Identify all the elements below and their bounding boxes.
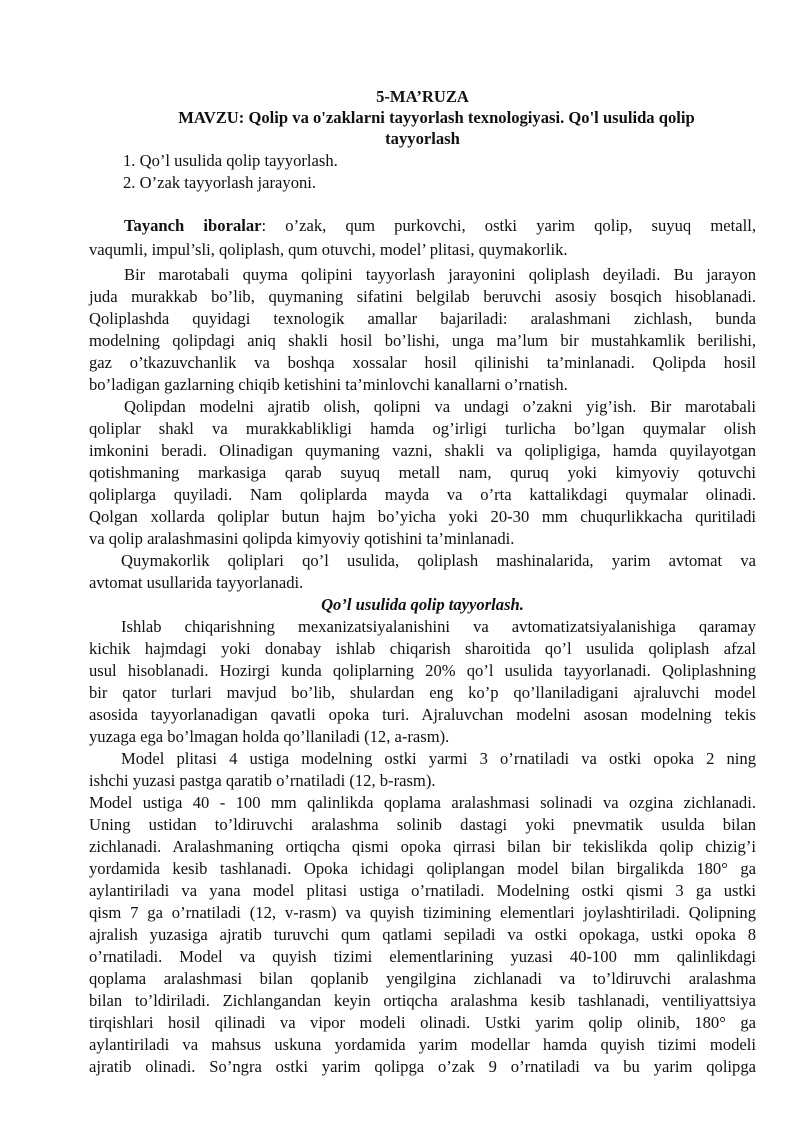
plan-item-2: 2. O’zak tayyorlash jarayoni. [123, 173, 317, 192]
para2-line-5: qoliplarga quyiladi. Nam qoliplarda mayda va o’rta kattalikdagi quymalar olinadi. [89, 485, 756, 504]
keywords-text-1: : o’zak, qum purkovchi, ostki yarim qolip, suyuq metall, [261, 216, 756, 235]
para3-line-2: avtomat usullarida tayyorlanadi. [89, 573, 304, 592]
para6-line-12: aylantiriladi va mahsus uskuna yordamida yarim modellar hamda quyish tizimi modeli [89, 1035, 756, 1054]
para6-line-1: Model ustiga 40 - 100 mm qalinlikda qoplama aralashmasi solinadi va ozgina zichlanadi. [89, 793, 756, 812]
para6-line-3: zichlanadi. Aralashmaning ortiqcha qismi opoka qirrasi bilan bir tekislikda qolip chizig’i [89, 837, 756, 856]
para1-line-2: juda murakkab bo’lib, quymaning sifatini belgilab beruvchi asosiy bosqich hisoblanadi. [89, 287, 756, 306]
para2-line-7: va qolip aralashmasini qolipda kimyoviy qotishini ta’minlanadi. [89, 529, 515, 548]
para6-line-6: qism 7 ga o’rnatiladi (12, v-rasm) va quyish tizimining elementlari joylashtiriladi. Qolipning [89, 903, 756, 922]
para6-line-8: o’rnatiladi. Model va quyish tizimi elementlarining yuzasi 40-100 mm qalinlikdagi [89, 947, 756, 966]
para4-line-2: kichik hajmdagi yoki donabay ishlab chiqarish sharoitida qo’l usulida qoliplash afzal [89, 639, 756, 658]
para2-line-4: qotishmaning markasiga qarab suyuq metall nam, quruq yoki kimyoviy qotuvchi [89, 463, 756, 482]
para1-line-3: Qoliplashda quyidagi texnologik amallar bajariladi: aralashmani zichlash, bunda [89, 309, 756, 328]
para3-line-1: Quymakorlik qoliplari qo’l usulida, qoliplash mashinalarida, yarim avtomat va [121, 551, 756, 570]
para2-line-2: qoliplar shakl va murakkablikligi hamda og’irligi turlicha bo’lgan quymalar olish [89, 419, 756, 438]
para1-line-5: gaz o’tkazuvchanlik va boshqa xossalar hosil qilinishi ta’minlanadi. Qolipda hosil [89, 353, 756, 372]
para4-line-3: usul hisoblanadi. Hozirgi kunda qoliplarning 20% qo’l usulida tayyorlanadi. Qoliplashning [89, 661, 756, 680]
topic-title-line-2: tayyorlash [385, 129, 460, 148]
lecture-number: 5-MA’RUZA [376, 87, 469, 106]
para4-line-5: asosida tayyorlanadigan qavatli opoka turi. Ajraluvchan modelni asosan modelning tekis [89, 705, 756, 724]
para6-line-2: Uning ustidan to’ldiruvchi aralashma solinib dastagi yoki pnevmatik usulda bilan [89, 815, 756, 834]
para1-line-1: Bir marotabali quyma qolipini tayyorlash jarayonini qoliplash deyiladi. Bu jarayon [124, 265, 756, 284]
topic-title-line-1: MAVZU: Qolip va o'zaklarni tayyorlash texnologiyasi. Qo'l usulida qolip [178, 108, 695, 127]
para4-line-6: yuzaga ega bo’lmagan holda qo’llaniladi (12, a-rasm). [89, 727, 450, 746]
para1-line-4: modelning qolipdagi aniq shakli hosil bo’lishi, unga ma’lum bir mustahkamlik berilishi, [89, 331, 756, 350]
para2-line-1: Qolipdan modelni ajratib olish, qolipni va undagi o’zakni yig’ish. Bir marotabali [124, 397, 756, 416]
para6-line-11: tirqishlari hosil qilinadi va vipor modeli olinadi. Ustki yarim qolip olinib, 180° ga [89, 1013, 756, 1032]
para6-line-9: qoplama aralashmasi bilan qoplanib yengilgina zichlanadi va to’ldiruvchi aralashma [89, 969, 756, 988]
para6-line-5: aylantiriladi va yana model plitasi ustiga o’rnatiladi. Modelning ostki qismi 3 ga ustki [89, 881, 756, 900]
section-heading: Qo’l usulida qolip tayyorlash. [321, 595, 524, 614]
para5-line-2: ishchi yuzasi pastga qaratib o’rnatiladi (12, b-rasm). [89, 771, 436, 790]
para4-line-1: Ishlab chiqarishning mexanizatsiyalanishini va avtomatizatsiyalanishiga qaramay [121, 617, 756, 636]
para6-line-13: ajratib olinadi. So’ngra ostki yarim qolipga o’zak 9 o’rnatiladi va bu yarim qolipga [89, 1057, 756, 1076]
plan-item-1: 1. Qo’l usulida qolip tayyorlash. [123, 151, 338, 170]
para2-line-3: imkonini beradi. Olinadigan quymaning vazni, shakli va qolipligiga, hamda quyilayotgan [89, 441, 756, 460]
para6-line-7: ajralish yuzasiga ajratib turuvchi qum qatlami sepiladi va ostki opokaga, ustki opoka 8 [89, 925, 756, 944]
keywords-label: Tayanch iboralar [124, 216, 262, 235]
para4-line-4: bir qator turlari mavjud bo’lib, shulardan eng ko’p qo’llaniladigani ajraluvchi model [89, 683, 756, 702]
para6-line-10: bilan to’ldiriladi. Zichlangandan keyin ortiqcha aralashma kesib tashlanadi, ventiliyattsiya [89, 991, 756, 1010]
para6-line-4: yordamida kesib tashlanadi. Opoka ichidagi qoliplangan model bilan birgalikda 180° ga [89, 859, 756, 878]
para2-line-6: Qolgan xollarda qoliplar butun hajm bo’yicha yoki 20-30 mm chuqurlikkacha quritiladi [89, 507, 756, 526]
keywords-line-2: vaqumli, impul’sli, qoliplash, qum otuvchi, model’ plitasi, quymakorlik. [89, 240, 568, 259]
para5-line-1: Model plitasi 4 ustiga modelning ostki yarmi 3 o’rnatiladi va ostki opoka 2 ning [121, 749, 756, 768]
para1-line-6: bo’ladigan gazlarning chiqib ketishini ta’minlovchi kanallarni o’rnatish. [89, 375, 568, 394]
keywords-line-1 [124, 215, 756, 237]
